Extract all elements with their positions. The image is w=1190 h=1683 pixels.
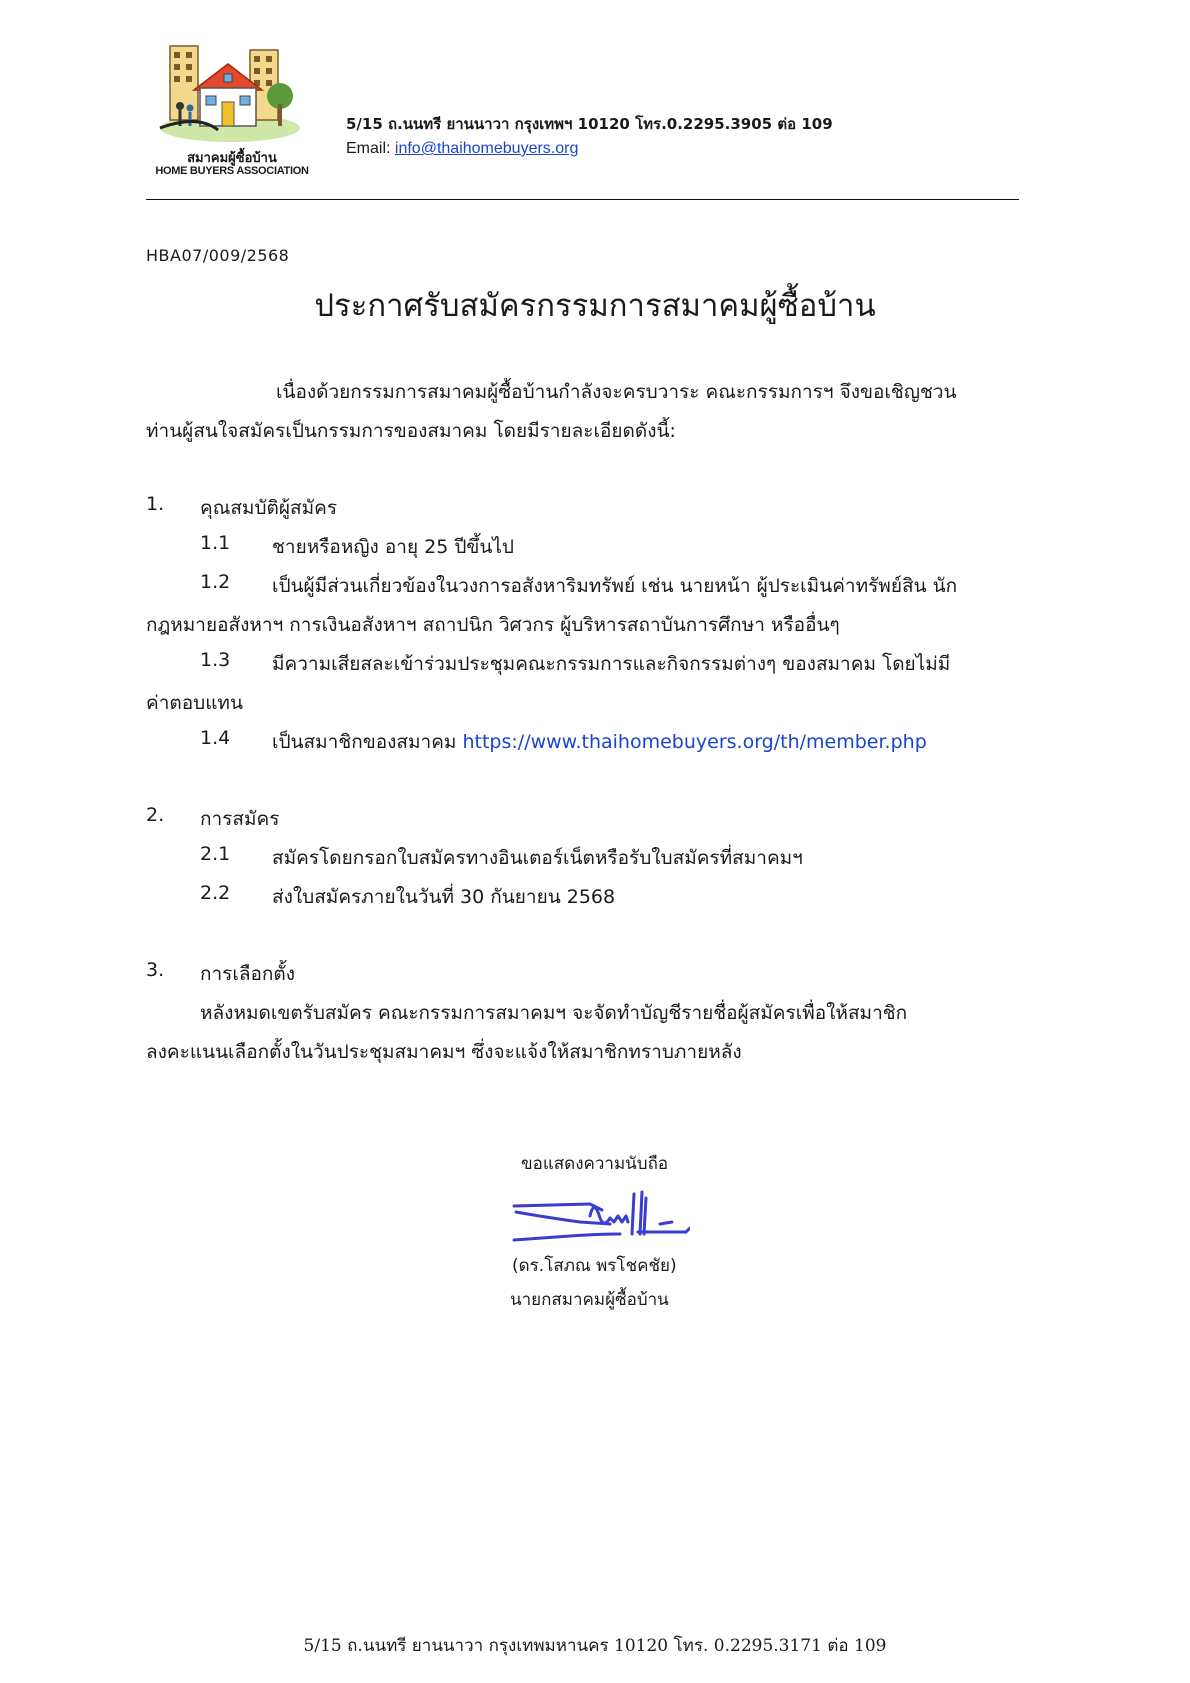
- header-address: 5/15 ถ.นนทรี ยานนาวา กรุงเทพฯ 10120 โทร.0.2295.3905 ต่อ 109: [346, 115, 833, 133]
- email-link[interactable]: info@thaihomebuyers.org: [394, 140, 579, 157]
- item-2-1-text: สมัครโดยกรอกใบสมัครทางอินเตอร์เน็ตหรือรับใบสมัครที่สมาคมฯ: [272, 847, 803, 869]
- signature-icon: [510, 1188, 690, 1248]
- item-1-3-text-line-1: มีความเสียสละเข้าร่วมประชุมคณะกรรมการและกิจกรรมต่างๆ ของสมาคม โดยไม่มี: [272, 653, 951, 675]
- item-1-2-text-line-1: เป็นผู้มีส่วนเกี่ยวข้องในวงการอสังหาริมทรัพย์ เช่น นายหน้า ผู้ประเมินค่าทรัพย์สิน นัก: [272, 575, 958, 597]
- header-email-line: [346, 140, 578, 158]
- document-title: ประกาศรับสมัครกรรมการสมาคมผู้ซื้อบ้าน: [314, 288, 876, 324]
- item-1-4-text: เป็นสมาชิกของสมาคม: [272, 731, 457, 753]
- document-reference: HBA07/009/2568: [146, 246, 290, 265]
- header-divider: [146, 199, 1019, 200]
- intro-line-2: ท่านผู้สนใจสมัครเป็นกรรมการของสมาคม โดยมีรายละเอียดดังนี้:: [146, 420, 676, 442]
- intro-line-1: เนื่องด้วยกรรมการสมาคมผู้ซื้อบ้านกำลังจะครบวาระ คณะกรรมการฯ จึงขอเชิญชวน: [276, 381, 957, 403]
- section-3-text-line-1: หลังหมดเขตรับสมัคร คณะกรรมการสมาคมฯ จะจัดทำบัญชีรายชื่อผู้สมัครเพื่อให้สมาชิก: [200, 1002, 908, 1024]
- house-buildings-logo-icon: [158, 44, 308, 144]
- section-3-text-line-2: ลงคะแนนเลือกตั้งในวันประชุมสมาคมฯ ซึ่งจะแจ้งให้สมาชิกทราบภายหลัง: [146, 1041, 742, 1063]
- member-page-link[interactable]: https://www.thaihomebuyers.org/th/member.php: [462, 731, 927, 753]
- item-2-2-text: ส่งใบสมัครภายในวันที่ 30 กันยายน 2568: [272, 886, 616, 908]
- closing-regards: ขอแสดงความนับถือ: [521, 1154, 669, 1174]
- signer-position: นายกสมาคมผู้ซื้อบ้าน: [510, 1290, 669, 1310]
- item-1-1-number: 1.1: [200, 532, 231, 554]
- signer-name: (ดร.โสภณ พรโชคชัย): [512, 1256, 677, 1276]
- footer-address: 5/15 ถ.นนทรี ยานนาวา กรุงเทพมหานคร 10120 โทร. 0.2295.3171 ต่อ 109: [303, 1636, 887, 1656]
- logo-thai-name: สมาคมผู้ซื้อบ้าน: [187, 151, 277, 166]
- section-2-heading: การสมัคร: [200, 808, 280, 830]
- association-logo: [148, 44, 326, 184]
- item-2-2-number: 2.2: [200, 882, 231, 904]
- item-1-4-number: 1.4: [200, 727, 231, 749]
- section-2-number: 2.: [146, 804, 165, 826]
- email-label: Email:: [346, 140, 391, 157]
- section-1-heading: คุณสมบัติผู้สมัคร: [200, 497, 338, 519]
- logo-english-name: HOME BUYERS ASSOCIATION: [155, 165, 309, 177]
- signature: [510, 1188, 690, 1252]
- item-1-2-text-line-2: กฎหมายอสังหาฯ การเงินอสังหาฯ สถาปนิก วิศวกร ผู้บริหารสถาบันการศึกษา หรืออื่นๆ: [146, 614, 840, 636]
- item-1-3-number: 1.3: [200, 649, 231, 671]
- section-1-number: 1.: [146, 493, 165, 515]
- section-3-number: 3.: [146, 959, 165, 981]
- item-1-2-number: 1.2: [200, 571, 231, 593]
- item-1-1-text: ชายหรือหญิง อายุ 25 ปีขึ้นไป: [272, 536, 514, 558]
- item-1-3-text-line-2: ค่าตอบแทน: [146, 692, 243, 714]
- item-2-1-number: 2.1: [200, 843, 231, 865]
- section-3-heading: การเลือกตั้ง: [200, 963, 296, 985]
- item-1-4-line: [272, 727, 927, 757]
